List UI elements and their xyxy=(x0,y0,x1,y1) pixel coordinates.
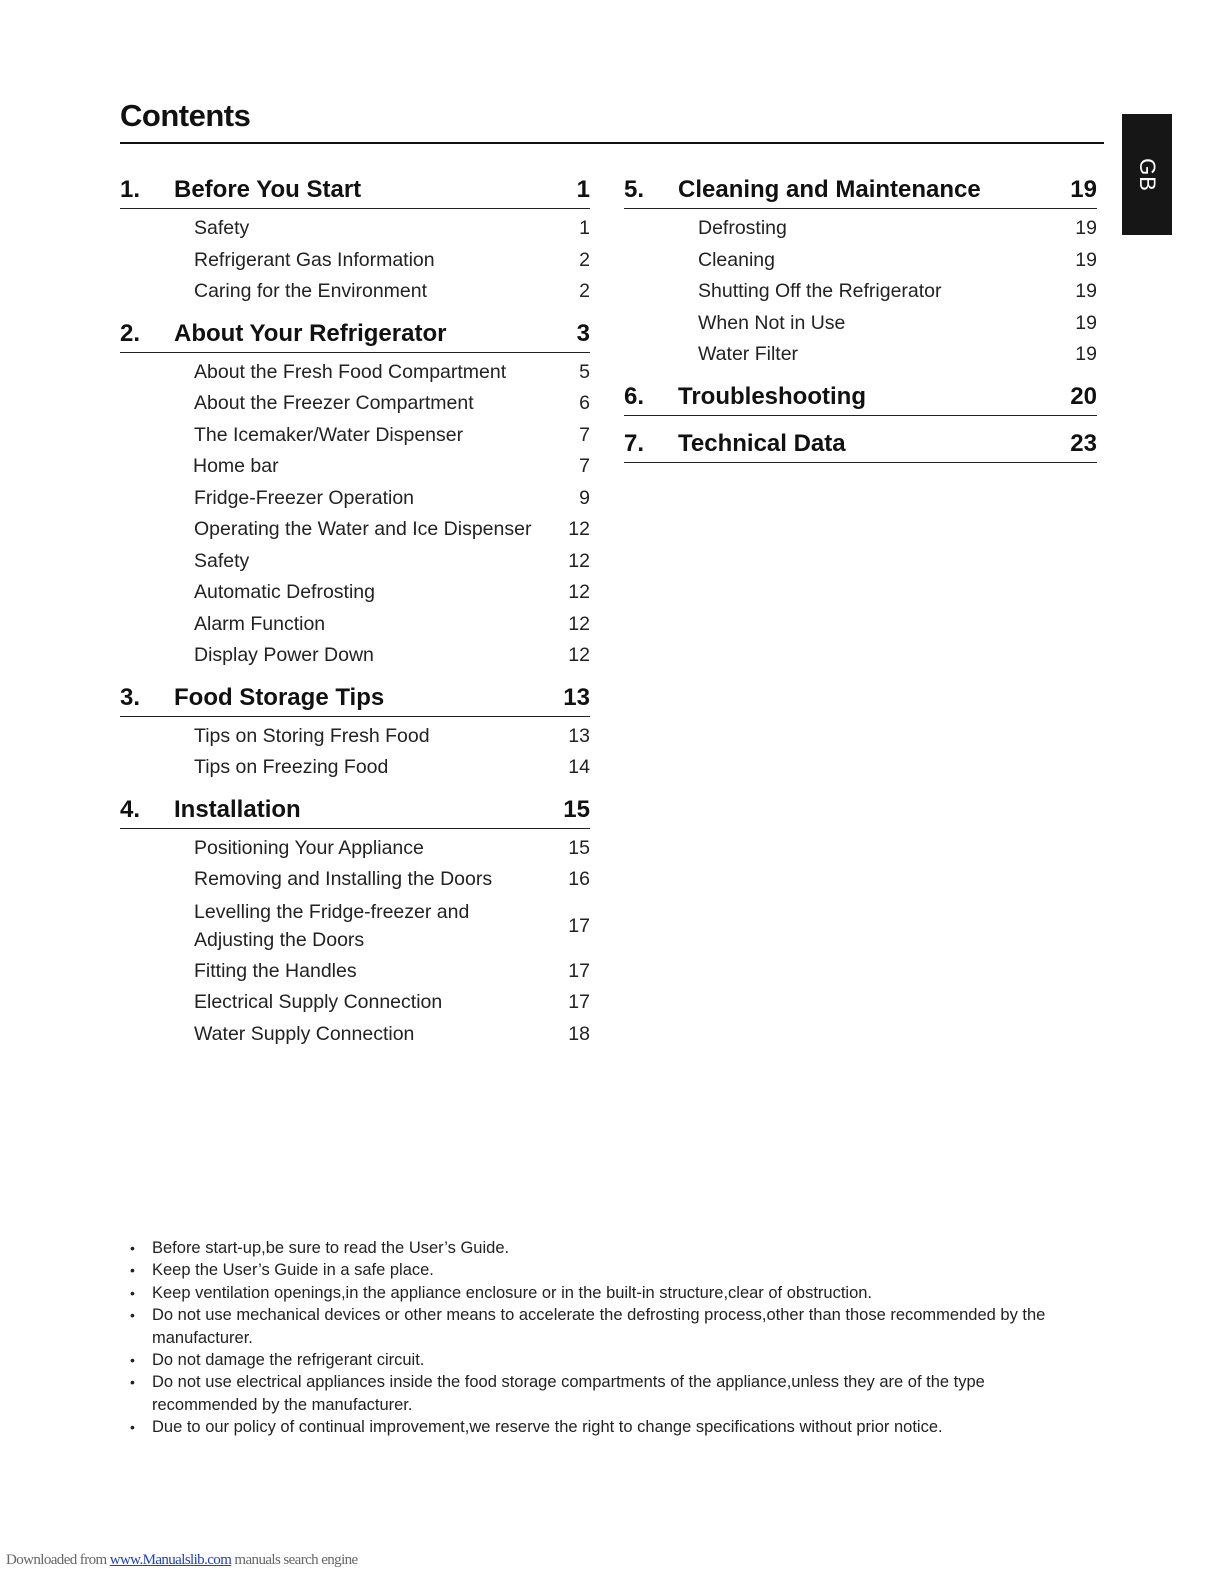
footer-suffix: manuals search engine xyxy=(231,1552,358,1568)
toc-section xyxy=(120,680,590,792)
section-number: 2. xyxy=(120,319,141,347)
toc-entry-page-number: 9 xyxy=(579,486,590,509)
toc-items xyxy=(120,829,590,1059)
section-title: About Your Refrigerator xyxy=(174,319,447,347)
toc-entry[interactable] xyxy=(120,896,590,956)
toc-entry-page-number: 19 xyxy=(1075,343,1097,366)
toc-entry-label xyxy=(120,898,550,954)
toc-entry[interactable] xyxy=(120,420,590,452)
section-number: 5. xyxy=(624,176,645,203)
toc-entry-page-number: 19 xyxy=(1075,311,1097,334)
toc-entry-page-number: 7 xyxy=(579,455,590,478)
toc-entry-label: Removing and Installing the Doors xyxy=(194,868,493,891)
safety-note: • Keep ventilation openings,in the appliance enclosure or in the built-in structure,clear of obstruction. xyxy=(128,1282,1088,1304)
download-footer xyxy=(6,1552,358,1569)
safety-note: • Do not damage the refrigerant circuit. xyxy=(128,1349,1088,1371)
toc-entry[interactable] xyxy=(624,276,1097,308)
toc-entry-label: When Not in Use xyxy=(698,311,846,334)
toc-entry[interactable] xyxy=(120,609,590,641)
toc-section xyxy=(120,792,590,1059)
toc-items xyxy=(120,209,590,316)
toc-entry[interactable] xyxy=(120,276,590,308)
toc-entry-page-number: 12 xyxy=(568,644,590,667)
section-number: 3. xyxy=(120,683,141,711)
section-page-number: 1 xyxy=(576,176,590,203)
toc-section xyxy=(120,316,590,680)
toc-items xyxy=(624,463,1097,473)
section-number: 4. xyxy=(120,795,141,823)
toc-entry[interactable] xyxy=(120,721,590,753)
toc-entry-label-line: Levelling the Fridge-freezer and xyxy=(194,900,470,923)
toc-entry-label: Operating the Water and Ice Dispenser xyxy=(194,518,532,541)
toc-section xyxy=(624,426,1097,473)
toc-entry-label: Safety xyxy=(194,549,250,572)
toc-entry[interactable] xyxy=(120,245,590,277)
toc-entry[interactable] xyxy=(120,213,590,245)
section-number: 1. xyxy=(120,176,141,203)
section-number: 6. xyxy=(624,382,645,410)
toc-section-heading[interactable] xyxy=(624,426,1097,463)
section-title: Before You Start xyxy=(174,176,362,203)
toc-entry[interactable] xyxy=(120,514,590,546)
toc-entry-label: Water Supply Connection xyxy=(194,1022,415,1045)
toc-section-heading[interactable] xyxy=(624,172,1097,209)
toc-entry-page-number: 5 xyxy=(579,360,590,383)
toc-entry-page-number: 17 xyxy=(568,914,590,937)
safety-notes-list xyxy=(128,1237,1088,1439)
section-page-number: 23 xyxy=(1070,429,1097,457)
toc-entry-label: Defrosting xyxy=(698,217,787,240)
safety-note: • Do not use mechanical devices or other means to accelerate the defrosting process,other than those recommended by the manufacturer. xyxy=(128,1304,1088,1349)
toc-entry-page-number: 15 xyxy=(568,836,590,859)
toc-items xyxy=(120,353,590,680)
toc-entry-label: Alarm Function xyxy=(194,612,326,635)
toc-entry-label: About the Fresh Food Compartment xyxy=(194,360,507,383)
toc-entry-page-number: 2 xyxy=(579,280,590,303)
toc-entry[interactable] xyxy=(120,357,590,389)
toc-entry-page-number: 12 xyxy=(568,518,590,541)
toc-entry[interactable] xyxy=(120,956,590,988)
toc-entry-page-number: 17 xyxy=(568,991,590,1014)
manualslib-link[interactable]: www.Manualslib.com xyxy=(109,1552,232,1568)
toc-section xyxy=(120,172,590,316)
section-title: Cleaning and Maintenance xyxy=(678,176,981,203)
toc-entry-label: Display Power Down xyxy=(194,644,374,667)
toc-items xyxy=(624,416,1097,426)
toc-entry-label: About the Freezer Compartment xyxy=(194,392,474,415)
toc-section-heading[interactable] xyxy=(120,316,590,353)
toc-entry[interactable] xyxy=(120,640,590,672)
toc-entry[interactable] xyxy=(120,483,590,515)
section-page-number: 19 xyxy=(1070,176,1097,203)
toc-entry-page-number: 7 xyxy=(579,423,590,446)
section-title: Technical Data xyxy=(678,429,846,457)
toc-entry-label-line: Adjusting the Doors xyxy=(194,928,365,951)
toc-entry-label: Shutting Off the Refrigerator xyxy=(698,280,942,303)
toc-entry-label: Cleaning xyxy=(698,248,775,271)
toc-entry-page-number: 12 xyxy=(568,581,590,604)
toc-section-heading[interactable] xyxy=(624,379,1097,416)
toc-entry-page-number: 6 xyxy=(579,392,590,415)
toc-items xyxy=(624,209,1097,379)
toc-entry[interactable] xyxy=(120,577,590,609)
toc-entry[interactable] xyxy=(624,339,1097,371)
toc-entry-page-number: 2 xyxy=(579,248,590,271)
safety-note: • Before start-up,be sure to read the User’s Guide. xyxy=(128,1237,1088,1259)
toc-entry-label: Positioning Your Appliance xyxy=(194,836,424,859)
toc-entry-page-number: 12 xyxy=(568,612,590,635)
toc-entry[interactable] xyxy=(120,987,590,1019)
section-page-number: 13 xyxy=(563,683,590,711)
toc-entry[interactable] xyxy=(120,546,590,578)
toc-entry[interactable] xyxy=(120,833,590,865)
toc-entry[interactable] xyxy=(120,1019,590,1051)
section-title: Troubleshooting xyxy=(678,382,866,410)
toc-section xyxy=(624,172,1097,379)
section-number: 7. xyxy=(624,429,645,457)
page-title: Contents xyxy=(120,98,251,133)
toc-entry-label: Fitting the Handles xyxy=(194,959,357,982)
toc-entry-label: Water Filter xyxy=(698,343,799,366)
toc-entry-label: Caring for the Environment xyxy=(194,280,428,303)
toc-entry-page-number: 19 xyxy=(1075,248,1097,271)
toc-entry-label: The Icemaker/Water Dispenser xyxy=(194,423,464,446)
toc-entry[interactable] xyxy=(120,451,590,483)
toc-section-heading[interactable] xyxy=(120,792,590,829)
title-divider xyxy=(120,142,1104,144)
toc-entry-page-number: 17 xyxy=(568,959,590,982)
section-page-number: 15 xyxy=(563,795,590,823)
toc-entry-label: Electrical Supply Connection xyxy=(194,991,443,1014)
language-tab-label: GB xyxy=(1134,157,1160,192)
toc-entry-page-number: 19 xyxy=(1075,217,1097,240)
toc-entry-label: Automatic Defrosting xyxy=(194,581,375,604)
toc-entry-page-number: 16 xyxy=(568,868,590,891)
toc-right-column xyxy=(624,172,1097,473)
section-title: Installation xyxy=(174,795,301,823)
section-title: Food Storage Tips xyxy=(174,683,385,711)
toc-entry[interactable] xyxy=(624,213,1097,245)
section-page-number: 3 xyxy=(576,319,590,347)
toc-items xyxy=(120,717,590,792)
footer-prefix: Downloaded from xyxy=(6,1552,110,1568)
toc-entry-label: Tips on Storing Fresh Food xyxy=(194,724,430,747)
toc-entry-label: Safety xyxy=(194,217,250,240)
safety-note: • Due to our policy of continual improvement,we reserve the right to change specifications without prior notice. xyxy=(128,1416,1088,1438)
safety-note: • Keep the User’s Guide in a safe place. xyxy=(128,1259,1088,1281)
safety-note: • Do not use electrical appliances inside the food storage compartments of the appliance,unless they are of the type recommended by the manufacturer. xyxy=(128,1371,1088,1416)
toc-entry-label: Home bar xyxy=(193,455,279,478)
toc-section-heading[interactable] xyxy=(120,172,590,209)
toc-entry-page-number: 18 xyxy=(568,1022,590,1045)
toc-entry[interactable] xyxy=(120,752,590,784)
toc-entry-label: Tips on Freezing Food xyxy=(194,756,389,779)
toc-entry-page-number: 14 xyxy=(568,756,590,779)
toc-entry-label: Refrigerant Gas Information xyxy=(194,248,435,271)
toc-entry[interactable] xyxy=(120,388,590,420)
toc-entry-page-number: 19 xyxy=(1075,280,1097,303)
toc-entry[interactable] xyxy=(624,308,1097,340)
toc-entry-label: Fridge-Freezer Operation xyxy=(194,486,415,509)
toc-left-column xyxy=(120,172,590,1058)
language-tab xyxy=(1122,114,1172,235)
toc-entry-page-number: 12 xyxy=(568,549,590,572)
toc-entry-page-number: 13 xyxy=(568,724,590,747)
toc-section xyxy=(624,379,1097,426)
section-page-number: 20 xyxy=(1070,382,1097,410)
toc-entry-page-number: 1 xyxy=(579,217,590,240)
toc-entry[interactable] xyxy=(120,864,590,896)
toc-entry[interactable] xyxy=(624,245,1097,277)
toc-section-heading[interactable] xyxy=(120,680,590,717)
